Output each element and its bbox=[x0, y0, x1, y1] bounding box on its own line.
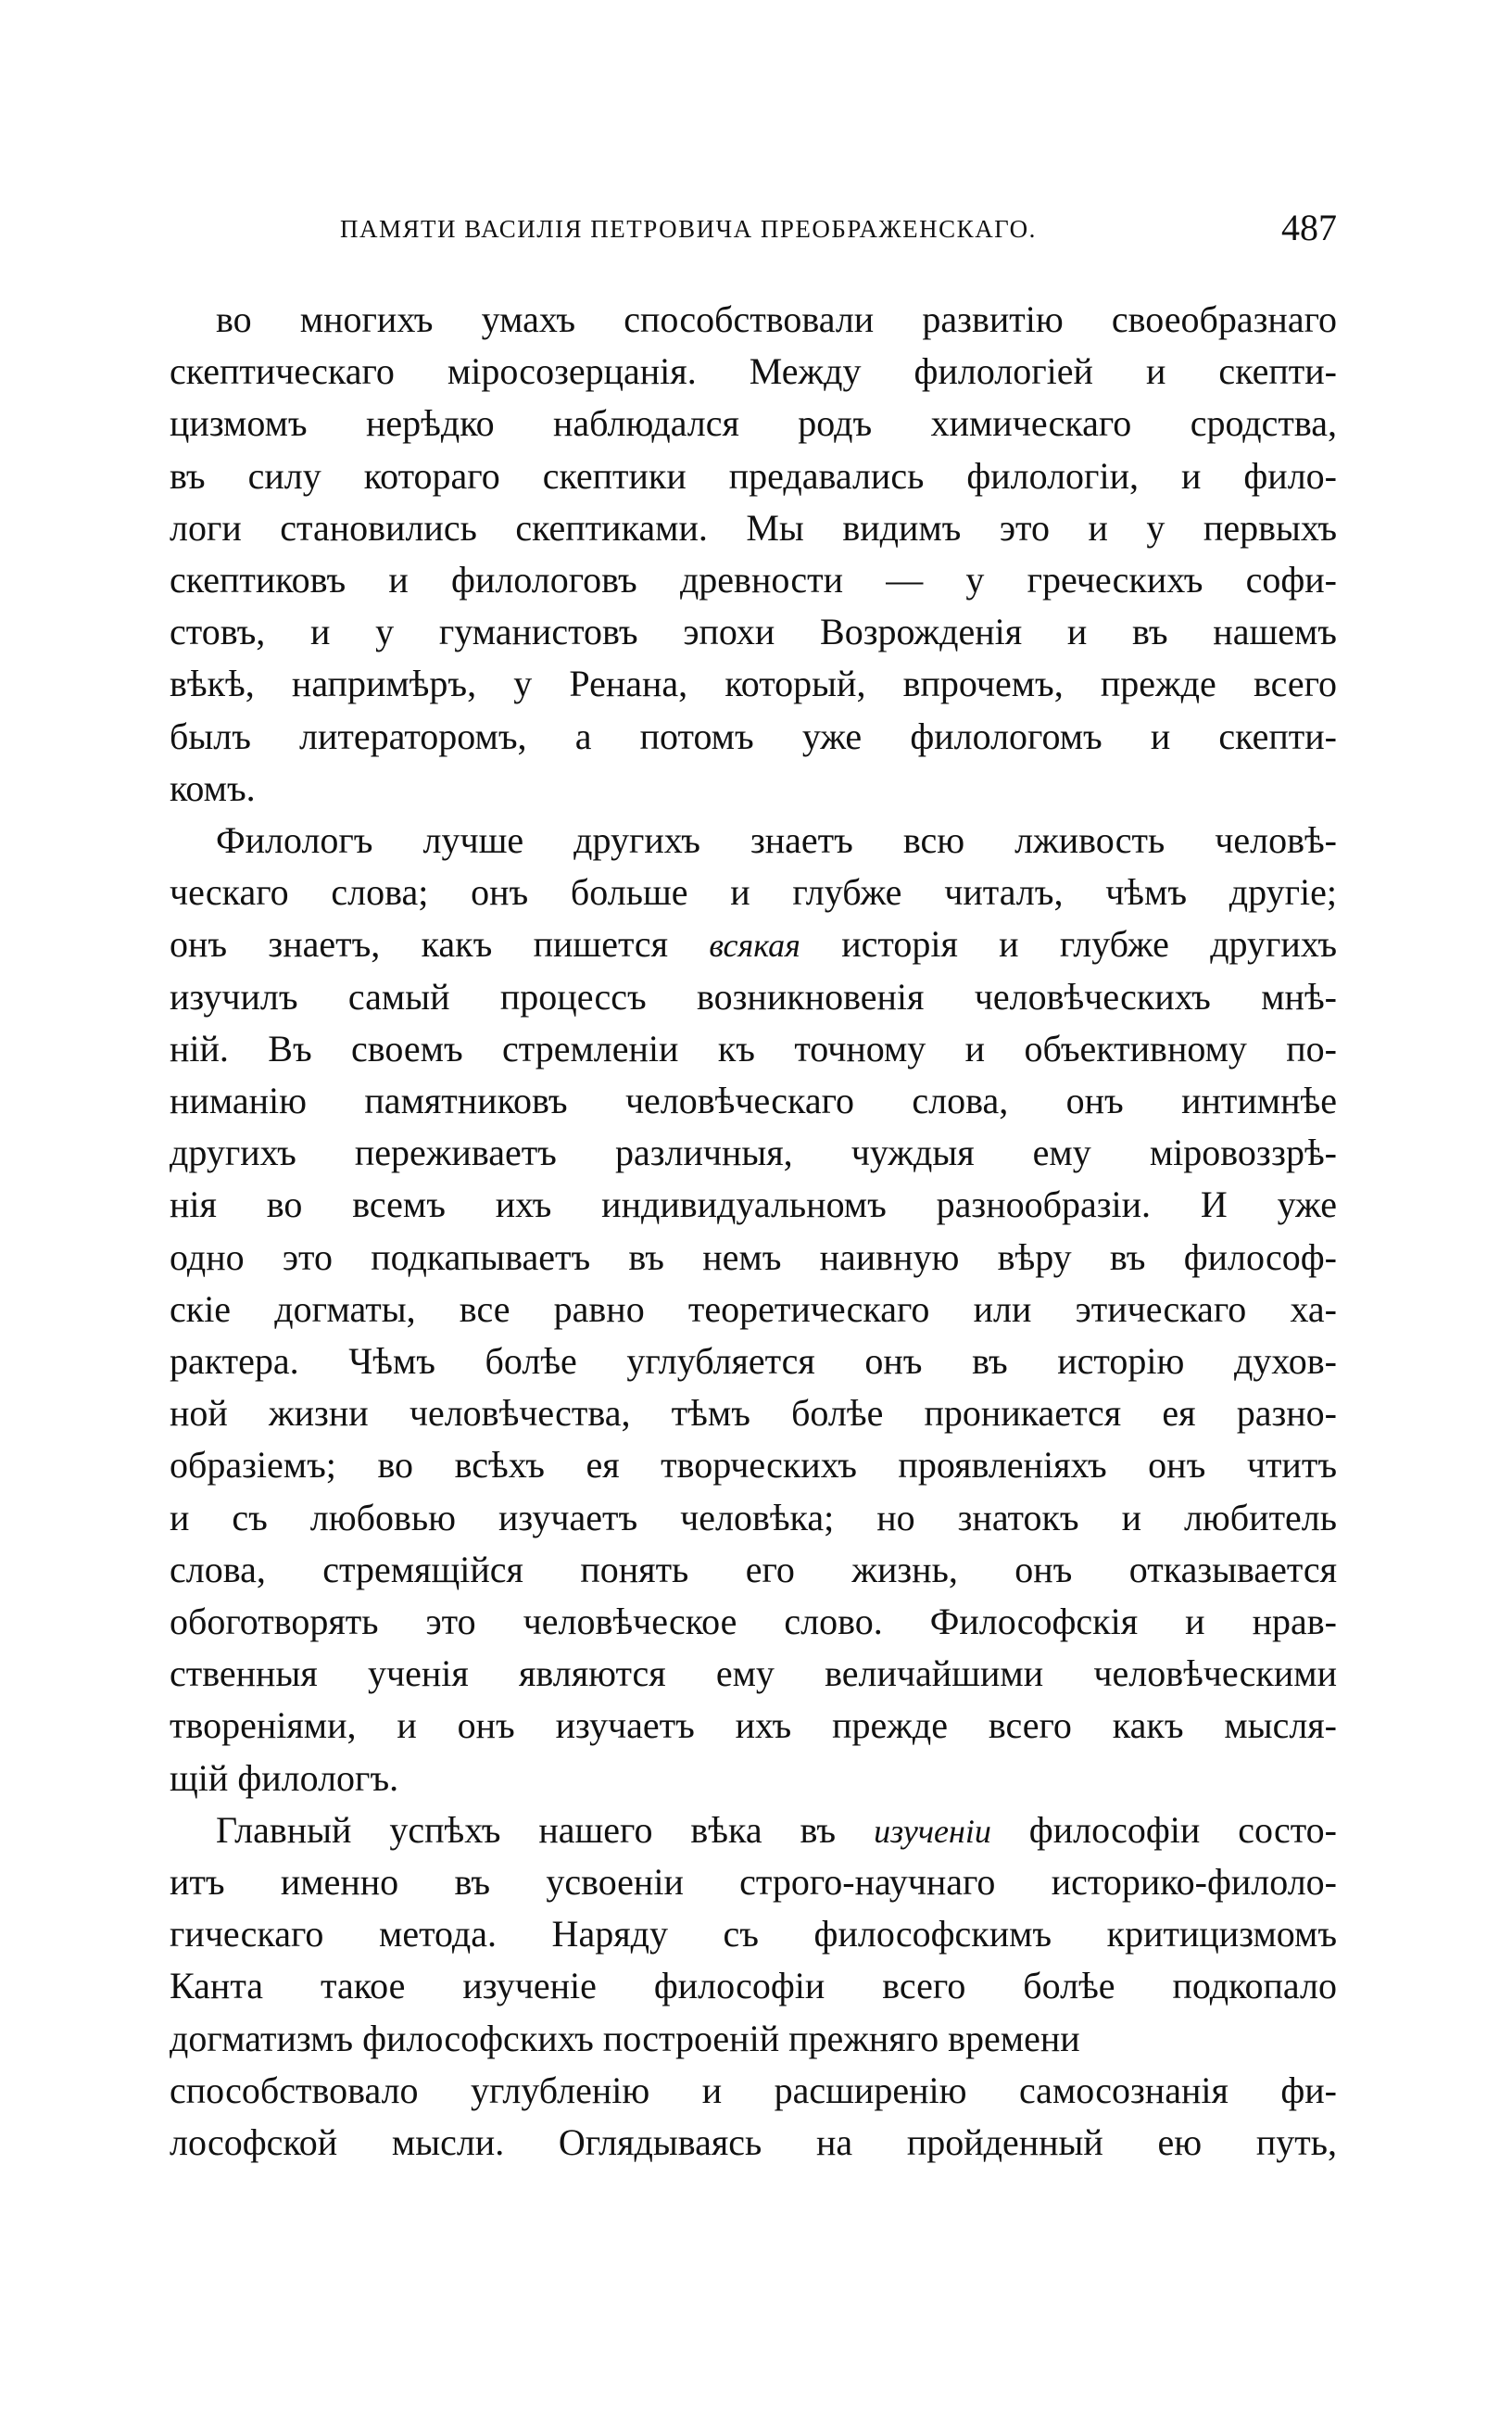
text-line: Канта такое изученіе философіи всего болѣе подкопало bbox=[170, 1965, 1337, 2007]
text-line: лософской мысли. Оглядываясь на пройденный ею путь, bbox=[170, 2121, 1337, 2163]
text-line: скептическаго міросозерцанія. Между филологіей и скепти- bbox=[170, 350, 1337, 393]
text-line: былъ литераторомъ, а потомъ уже филологомъ и скепти- bbox=[170, 715, 1337, 757]
text-segment: исторія и глубже другихъ bbox=[800, 923, 1337, 966]
italic-word: всякая bbox=[709, 927, 800, 965]
text-line: рактера. Чѣмъ болѣе углубляется онъ въ исторію духов- bbox=[170, 1340, 1337, 1382]
page-number: 487 bbox=[1281, 207, 1337, 248]
italic-word: изученіи bbox=[874, 1812, 991, 1850]
text-line: слова, стремящійся понять его жизнь, онъ отказывается bbox=[170, 1548, 1337, 1590]
text-line: одно это подкапываетъ въ немъ наивную вѣру въ философ- bbox=[170, 1235, 1337, 1278]
text-line bbox=[170, 918, 1337, 970]
text-line: образіемъ; во всѣхъ ея творческихъ проявленіяхъ онъ чтитъ bbox=[170, 1444, 1337, 1487]
text-line: скіе догматы, все равно теоретическаго или этическаго ха- bbox=[170, 1287, 1337, 1330]
text-segment: философіи состо- bbox=[990, 1808, 1337, 1851]
text-line: вѣкѣ, напримѣръ, у Ренана, который, впрочемъ, прежде всего bbox=[170, 663, 1337, 705]
text-line: Филологъ лучше другихъ знаетъ всю лживость человѣ- bbox=[216, 819, 1337, 861]
text-line: обоготворять это человѣческое слово. Философскія и нрав- bbox=[170, 1601, 1337, 1642]
text-line: цизмомъ нерѣдко наблюдался родъ химическаго сродства, bbox=[170, 402, 1337, 445]
text-line: въ силу котораго скептики предавались филологіи, и фило- bbox=[170, 454, 1337, 497]
text-segment: онъ знаетъ, какъ пишется bbox=[170, 923, 710, 966]
text-line: и съ любовью изучаетъ человѣка; но знатокъ и любитель bbox=[170, 1496, 1337, 1538]
text-line: способствовало углубленію и расширенію самосознанія фи- bbox=[170, 2069, 1337, 2111]
text-segment: Главный успѣхъ нашего вѣка въ bbox=[216, 1808, 875, 1851]
text-line: нія во всемъ ихъ индивидуальномъ разнообразіи. И уже bbox=[170, 1183, 1337, 1226]
text-line: стовъ, и у гуманистовъ эпохи Возрожденія и въ нашемъ bbox=[170, 611, 1337, 653]
text-line: во многихъ умахъ способствовали развитію своеобразнаго bbox=[216, 298, 1337, 340]
text-line: логи становились скептиками. Мы видимъ это и у первыхъ bbox=[170, 506, 1337, 549]
text-line: ственныя ученія являются ему величайшими человѣческими bbox=[170, 1652, 1337, 1695]
text-line: комъ. bbox=[170, 766, 256, 809]
text-line: ниманію памятниковъ человѣческаго слова, онъ интимнѣе bbox=[170, 1080, 1337, 1121]
text-line: ній. Въ своемъ стремленіи къ точному и объективному по- bbox=[170, 1027, 1337, 1069]
text-line: ческаго слова; онъ больше и глубже читалъ, чѣмъ другіе; bbox=[170, 871, 1337, 914]
text-line: другихъ переживаетъ различныя, чуждыя ему міровоззрѣ- bbox=[170, 1132, 1337, 1174]
text-line: итъ именно въ усвоеніи строго-научнаго историко-филоло- bbox=[170, 1861, 1337, 1903]
text-line bbox=[216, 1804, 1337, 1856]
text-line: гическаго метода. Наряду съ философскимъ критицизмомъ bbox=[170, 1913, 1337, 1955]
text-line: твореніями, и онъ изучаетъ ихъ прежде всего какъ мысля- bbox=[170, 1704, 1337, 1747]
running-title: ПАМЯТИ ВАСИЛІЯ ПЕТРОВИЧА ПРЕОБРАЖЕНСКАГО. bbox=[340, 215, 1037, 243]
text-line: изучилъ самый процессъ возникновенія человѣческихъ мнѣ- bbox=[170, 975, 1337, 1018]
text-line: скептиковъ и филологовъ древности — у греческихъ софи- bbox=[170, 559, 1337, 601]
text-line: щій филологъ. bbox=[170, 1756, 399, 1799]
text-line: догматизмъ философскихъ построеній прежняго времени bbox=[170, 2017, 1080, 2059]
text-line: ной жизни человѣчества, тѣмъ болѣе проникается ея разно- bbox=[170, 1392, 1337, 1435]
